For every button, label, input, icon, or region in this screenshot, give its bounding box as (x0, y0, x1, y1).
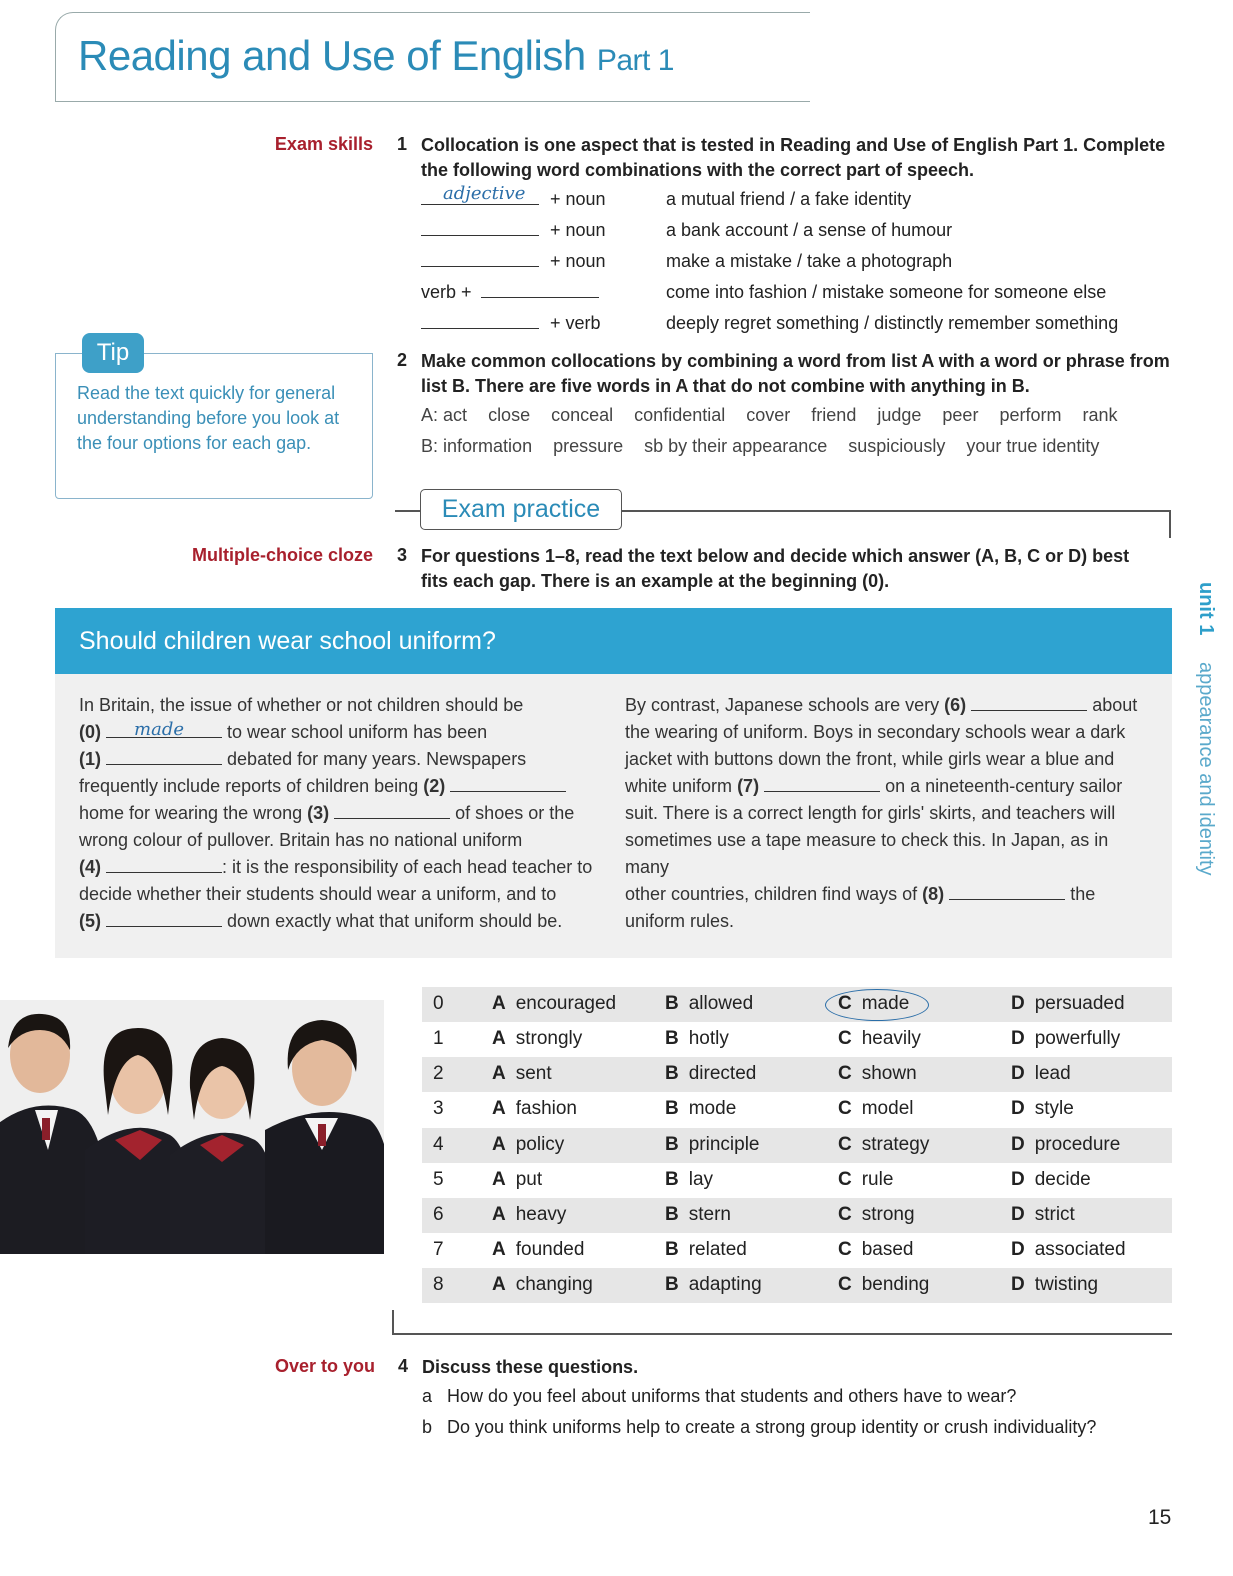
q1-row-right: a mutual friend / a fake identity (666, 189, 912, 209)
gap-1-blank[interactable] (106, 749, 222, 765)
option-word: twisting (1034, 1274, 1099, 1295)
option-letter: B (665, 993, 679, 1014)
reading-text: of shoes or the (455, 803, 575, 823)
exam-practice-heading: Exam practice (420, 489, 622, 530)
q1-row-left: verb + (421, 282, 472, 302)
option-letter: C (838, 993, 852, 1014)
page-title-part: Part 1 (596, 44, 674, 77)
question-number: 4 (433, 1134, 444, 1155)
question-number: 8 (433, 1274, 444, 1295)
label-over-to-you: Over to you (274, 1356, 375, 1376)
reading-line: jacket with buttons down the front, while girls wear a blue and (625, 749, 1115, 769)
tip-text: Read the text quickly for general understanding before you look at the four options for each gap. (77, 383, 340, 453)
reading-line (79, 719, 604, 746)
question-number: 5 (433, 1169, 444, 1190)
answer-option-b[interactable] (665, 1134, 760, 1156)
option-word: made (861, 993, 910, 1014)
reading-line (79, 746, 604, 773)
side-tab-topic: appearance and identity (1195, 662, 1217, 876)
q4-item-text: How do you feel about uniforms that students and others have to wear? (447, 1386, 1017, 1406)
list-b-word: pressure (553, 436, 624, 456)
q1-number: 1 (397, 134, 408, 154)
answer-blank[interactable] (481, 282, 599, 298)
question-number: 7 (433, 1239, 444, 1260)
option-letter: B (665, 1274, 679, 1295)
answer-option-c[interactable] (838, 1098, 913, 1120)
option-letter: C (838, 1098, 852, 1119)
reading-line: decide whether their students should wear a uniform, and to (79, 884, 557, 904)
option-letter: B (665, 1134, 679, 1155)
option-word: bending (861, 1274, 930, 1295)
answer-option-a[interactable] (492, 1239, 584, 1261)
q2-number: 2 (397, 350, 408, 370)
answer-option-c[interactable] (838, 1204, 915, 1226)
answer-option-c[interactable] (838, 1169, 893, 1191)
list-a-word: confidential (634, 405, 726, 425)
option-letter: B (665, 1204, 679, 1225)
q4-item-a (422, 1386, 1016, 1407)
gap-number: (4) (79, 857, 101, 877)
q1-line2: the following word combinations with the correct part of speech. (421, 160, 975, 180)
answer-row (422, 1233, 1172, 1268)
option-letter: B (665, 1169, 679, 1190)
q1-row-0 (421, 183, 606, 210)
answer-row (422, 1163, 1172, 1198)
answer-option-d[interactable] (1011, 1204, 1075, 1226)
reading-column-1 (79, 692, 604, 935)
gap-number: (8) (922, 884, 945, 904)
reading-line (79, 854, 604, 881)
q4-item-label: b (422, 1417, 433, 1437)
answer-option-a[interactable] (492, 1098, 577, 1120)
option-word: lay (688, 1169, 714, 1190)
list-a-word: rank (1082, 405, 1118, 425)
option-word: sent (515, 1063, 552, 1084)
answer-option-b[interactable] (665, 1239, 747, 1261)
option-word: principle (688, 1134, 760, 1155)
answer-option-b[interactable] (665, 1169, 713, 1191)
side-tab-unit: unit 1 (1195, 582, 1217, 636)
option-word: allowed (688, 993, 754, 1014)
option-letter: B (665, 1063, 679, 1084)
answer-blank[interactable] (421, 251, 539, 267)
reading-line: uniform rules. (625, 911, 735, 931)
reading-line: In Britain, the issue of whether or not children should be (79, 695, 524, 715)
q1-row-2 (421, 251, 606, 272)
q1-line1: Collocation is one aspect that is tested in Reading and Use of English Part 1. Complete (421, 135, 1166, 155)
list-b-word: information (443, 436, 533, 456)
q4-number: 4 (398, 1356, 409, 1376)
list-b-label: B: (421, 436, 439, 456)
answer-row (422, 1057, 1172, 1092)
option-word: stern (688, 1204, 731, 1225)
q1-row-left: + noun (550, 251, 606, 271)
list-a-word: close (488, 405, 531, 425)
answer-option-c[interactable] (838, 1134, 929, 1156)
option-word: hotly (688, 1028, 729, 1049)
reading-text: white uniform (625, 776, 733, 796)
answer-option-b[interactable] (665, 1204, 731, 1226)
option-letter: C (838, 1204, 852, 1225)
reading-line (625, 773, 1155, 800)
q1-example-blank (421, 183, 539, 205)
answer-option-d[interactable] (1011, 1028, 1120, 1050)
answer-row (422, 1268, 1172, 1303)
answer-option-d[interactable] (1011, 1063, 1071, 1085)
option-word: adapting (688, 1274, 762, 1295)
option-word: based (861, 1239, 914, 1260)
question-number: 1 (433, 1028, 444, 1049)
list-b-word: your true identity (966, 436, 1100, 456)
gap-number: (6) (944, 695, 967, 715)
reading-text: frequently include reports of children being (79, 776, 419, 796)
reading-line (79, 908, 604, 935)
option-letter: D (1011, 1169, 1025, 1190)
q1-row-left: + verb (550, 313, 601, 333)
option-word: put (515, 1169, 543, 1190)
answer-option-d[interactable] (1011, 993, 1125, 1015)
q1-row-1 (421, 220, 606, 241)
option-letter: D (1011, 1063, 1025, 1084)
option-word: encouraged (515, 993, 617, 1014)
gap-number: (1) (79, 749, 101, 769)
q3-number: 3 (397, 545, 408, 565)
option-word: style (1034, 1098, 1074, 1119)
option-letter: C (838, 1063, 852, 1084)
option-word: decide (1034, 1169, 1091, 1190)
gap-5-blank[interactable] (106, 911, 222, 927)
answer-option-c[interactable] (838, 1239, 914, 1261)
gap-0-blank (106, 719, 222, 740)
option-letter: C (838, 1239, 852, 1260)
section-rule-h (392, 1333, 1172, 1335)
option-word: strongly (515, 1028, 583, 1049)
answer-option-a[interactable] (492, 1063, 552, 1085)
list-a-word: perform (999, 405, 1062, 425)
q1-row-right: make a mistake / take a photograph (666, 251, 953, 271)
option-letter: A (492, 1028, 506, 1049)
gap-7-blank[interactable] (764, 776, 880, 792)
answer-option-b[interactable] (665, 1028, 729, 1050)
option-word: founded (515, 1239, 585, 1260)
q1-row-right: come into fashion / mistake someone for someone else (666, 282, 1107, 302)
answer-row (422, 1128, 1172, 1163)
answer-row (422, 987, 1172, 1022)
answer-option-c[interactable] (838, 1028, 921, 1050)
q4-item-b (422, 1417, 1096, 1438)
reading-line: suit. There is a correct length for girls' skirts, and teachers will (625, 803, 1116, 823)
option-letter: C (838, 1134, 852, 1155)
question-number: 3 (433, 1098, 444, 1119)
answer-blank[interactable] (421, 220, 539, 236)
q3-instructions (421, 544, 1171, 594)
answer-option-a[interactable] (492, 1134, 564, 1156)
option-word: policy (515, 1134, 565, 1155)
option-word: powerfully (1034, 1028, 1121, 1049)
option-word: strategy (861, 1134, 930, 1155)
option-letter: D (1011, 1204, 1025, 1225)
q2-line2: list B. There are five words in A that do not combine with anything in B. (421, 376, 1030, 396)
option-word: heavy (515, 1204, 567, 1225)
q1-example-answer: adjective (443, 183, 526, 204)
gap-0-answer: made (134, 719, 184, 740)
answer-row (422, 1198, 1172, 1233)
option-letter: C (838, 1028, 852, 1049)
page-number: 15 (1148, 1506, 1172, 1529)
option-letter: C (838, 1169, 852, 1190)
answer-option-c[interactable] (838, 1063, 917, 1085)
q1-row-left: + noun (550, 220, 606, 240)
reading-line (625, 692, 1155, 719)
answer-option-d[interactable] (1011, 1274, 1098, 1296)
option-letter: A (492, 1239, 506, 1260)
list-b-word: suspiciously (848, 436, 946, 456)
option-word: shown (861, 1063, 917, 1084)
reading-title: Should children wear school uniform? (79, 627, 496, 655)
answer-row (422, 1092, 1172, 1127)
option-letter: B (665, 1028, 679, 1049)
option-letter: A (492, 1098, 506, 1119)
q4-item-label: a (422, 1386, 433, 1406)
reading-text: debated for many years. Newspapers (227, 749, 527, 769)
q4-item-text: Do you think uniforms help to create a strong group identity or crush individuality? (447, 1417, 1097, 1437)
reading-text: down exactly what that uniform should be. (227, 911, 563, 931)
reading-text: the (1070, 884, 1096, 904)
option-letter: A (492, 1274, 506, 1295)
reading-text: By contrast, Japanese schools are very (625, 695, 940, 715)
tip-badge: Tip (82, 333, 144, 373)
option-word: mode (688, 1098, 737, 1119)
answer-option-d[interactable] (1011, 1134, 1120, 1156)
q3-line2: fits each gap. There is an example at the beginning (0). (421, 571, 890, 591)
list-a-word: act (443, 405, 468, 425)
gap-3-blank[interactable] (334, 803, 450, 819)
reading-text: other countries, children find ways of (625, 884, 918, 904)
list-a-label: A: (421, 405, 439, 425)
gap-6-blank[interactable] (971, 695, 1087, 711)
list-a-word: cover (746, 405, 791, 425)
reading-column-2 (625, 692, 1155, 935)
answer-option-a[interactable] (492, 993, 616, 1015)
reading-text: about (1092, 695, 1138, 715)
option-letter: A (492, 1204, 506, 1225)
reading-line (625, 881, 1155, 908)
option-word: model (861, 1098, 914, 1119)
option-word: related (688, 1239, 747, 1260)
q1-row-right: deeply regret something / distinctly remember something (666, 313, 1119, 333)
reading-line: the wearing of uniform. Boys in secondary schools wear a dark (625, 722, 1126, 742)
option-letter: D (1011, 1274, 1025, 1295)
gap-2-blank[interactable] (450, 776, 566, 792)
gap-number: (5) (79, 911, 101, 931)
option-letter: A (492, 1063, 506, 1084)
option-word: strong (861, 1204, 915, 1225)
option-word: procedure (1034, 1134, 1121, 1155)
answer-option-d[interactable] (1011, 1169, 1091, 1191)
question-number: 6 (433, 1204, 444, 1225)
reading-line: wrong colour of pullover. Britain has no national uniform (79, 830, 523, 850)
q1-instructions (421, 133, 1171, 183)
page-title: Reading and Use of English Part 1 (78, 32, 674, 79)
students-photo (0, 1000, 384, 1254)
gap-8-blank[interactable] (949, 884, 1065, 900)
answer-row (422, 1022, 1172, 1057)
option-letter: D (1011, 993, 1025, 1014)
option-letter: B (665, 1098, 679, 1119)
reading-text: to wear school uniform has been (227, 722, 488, 742)
answer-option-b[interactable] (665, 1098, 736, 1120)
answer-option-b[interactable] (665, 1274, 762, 1296)
answer-option-b[interactable] (665, 993, 753, 1015)
option-word: associated (1034, 1239, 1126, 1260)
answer-blank[interactable] (421, 313, 539, 329)
gap-number: (2) (423, 776, 446, 796)
option-letter: D (1011, 1134, 1025, 1155)
option-word: heavily (861, 1028, 921, 1049)
option-word: strict (1034, 1204, 1075, 1225)
label-mc-cloze: Multiple-choice cloze (191, 545, 373, 565)
option-word: directed (688, 1063, 757, 1084)
reading-line (79, 800, 604, 827)
unit-side-tab (1192, 580, 1222, 910)
q2-instructions (421, 349, 1181, 399)
gap-number: (3) (307, 803, 330, 823)
reading-text: on a nineteenth-century sailor (885, 776, 1123, 796)
option-letter: D (1011, 1239, 1025, 1260)
q1-row-4 (421, 313, 601, 334)
q3-line1: For questions 1–8, read the text below and decide which answer (A, B, C or D) best (421, 546, 1130, 566)
option-word: rule (861, 1169, 894, 1190)
list-a-word: peer (942, 405, 979, 425)
answer-option-a[interactable] (492, 1169, 542, 1191)
answer-option-d[interactable] (1011, 1239, 1126, 1261)
option-letter: A (492, 1169, 506, 1190)
example-answer-circle (825, 989, 929, 1021)
list-a-word: friend (811, 405, 857, 425)
option-letter: B (665, 1239, 679, 1260)
q2-line1: Make common collocations by combining a word from list A with a word or phrase from (421, 351, 1170, 371)
question-number: 0 (433, 993, 444, 1014)
q2-list-b (421, 436, 1099, 457)
answer-option-a[interactable] (492, 1274, 593, 1296)
q1-row-right: a bank account / a sense of humour (666, 220, 953, 240)
reading-line (79, 773, 604, 800)
label-exam-skills: Exam skills (274, 134, 373, 154)
option-letter: A (492, 993, 506, 1014)
option-letter: A (492, 1134, 506, 1155)
option-letter: D (1011, 1028, 1025, 1049)
q1-row-left: + noun (550, 189, 606, 209)
gap-number: (0) (79, 722, 101, 742)
option-letter: D (1011, 1098, 1025, 1119)
gap-4-blank[interactable] (106, 857, 222, 873)
q4-instructions: Discuss these questions. (422, 1357, 639, 1377)
exam-practice-rule-end (1169, 510, 1171, 538)
option-word: fashion (515, 1098, 578, 1119)
answer-option-a[interactable] (492, 1204, 566, 1226)
answer-option-d[interactable] (1011, 1098, 1074, 1120)
gap-number: (7) (737, 776, 760, 796)
q1-row-3 (421, 282, 599, 303)
answer-option-a[interactable] (492, 1028, 582, 1050)
option-word: changing (515, 1274, 593, 1295)
section-rule-v (392, 1310, 394, 1334)
answer-option-b[interactable] (665, 1063, 756, 1085)
list-a-word: conceal (551, 405, 614, 425)
q2-list-a (421, 405, 1118, 426)
reading-text: home for wearing the wrong (79, 803, 303, 823)
option-word: persuaded (1034, 993, 1125, 1014)
students-illustration (0, 1000, 384, 1254)
answer-option-c[interactable] (838, 1274, 929, 1296)
option-word: lead (1034, 1063, 1071, 1084)
reading-text: : it is the responsibility of each head teacher to (222, 857, 593, 877)
option-letter: C (838, 1274, 852, 1295)
question-number: 2 (433, 1063, 444, 1084)
list-a-word: judge (877, 405, 922, 425)
reading-line: sometimes use a tape measure to check this. In Japan, as in many (625, 830, 1109, 877)
list-b-word: sb by their appearance (644, 436, 828, 456)
